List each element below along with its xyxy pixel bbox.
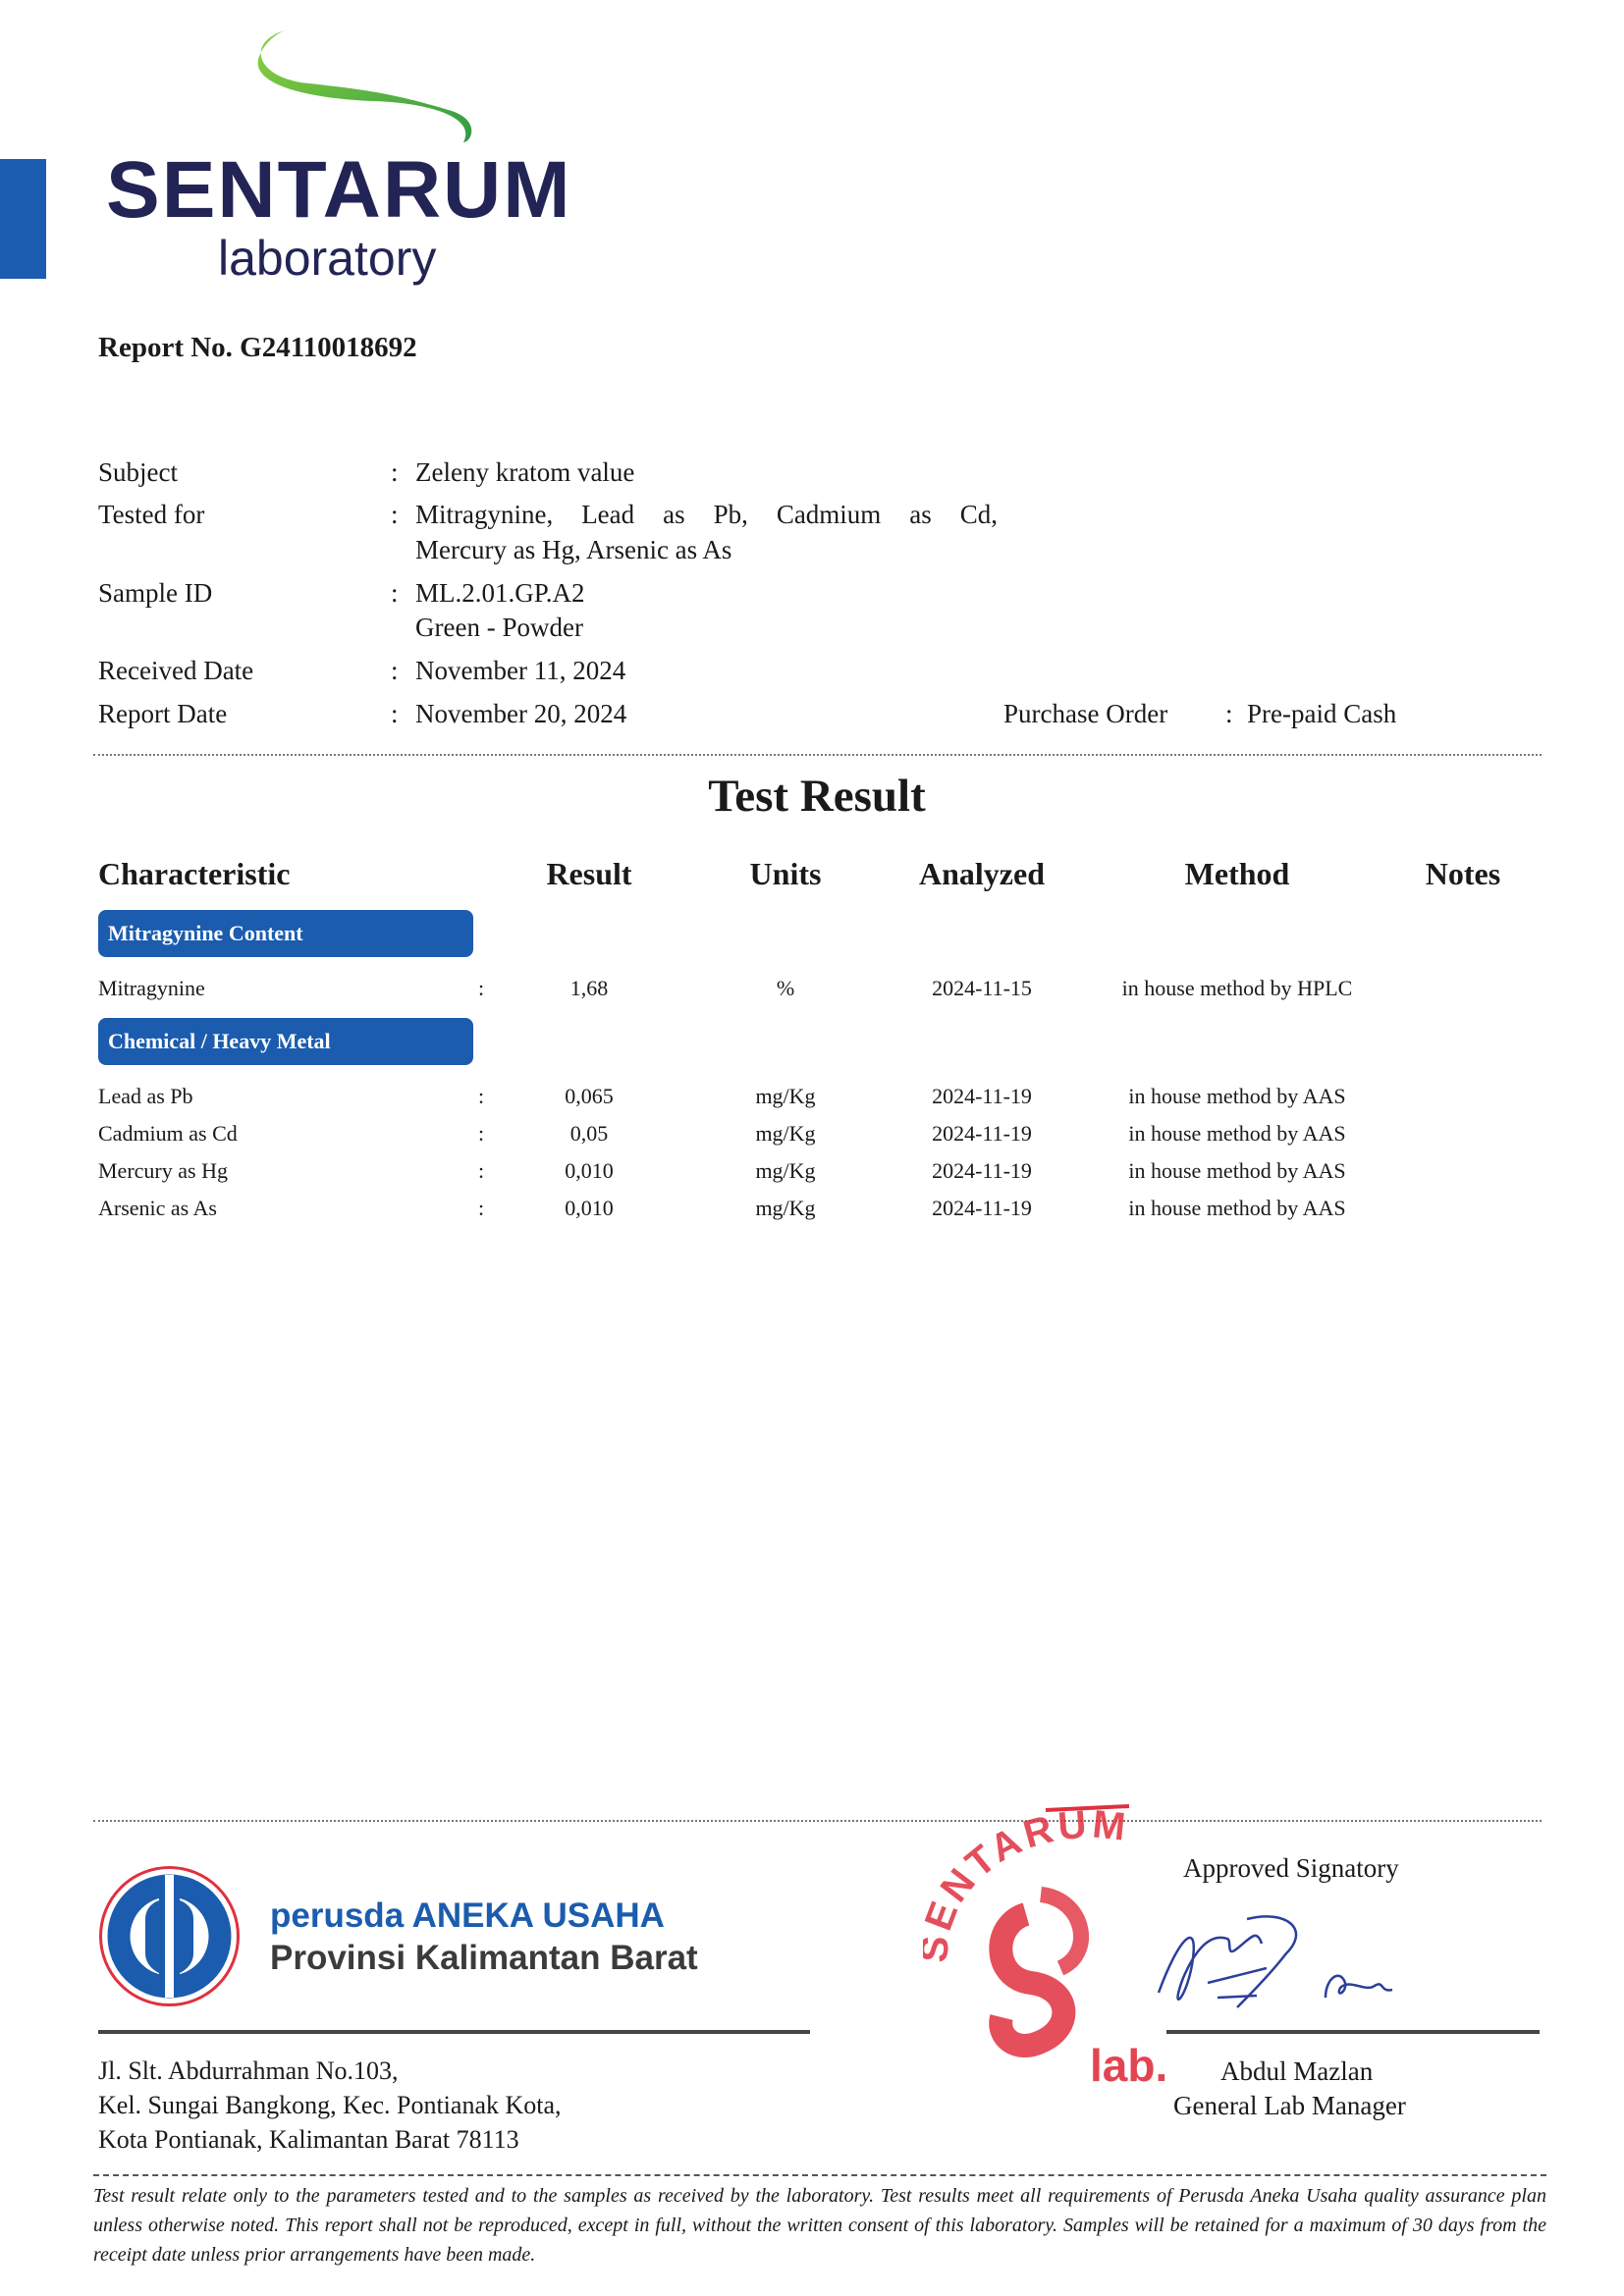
info-value: Mercury as Hg, Arsenic as As bbox=[415, 535, 732, 564]
svg-text:laboratory: laboratory bbox=[218, 231, 437, 286]
info-label: Sample ID bbox=[98, 578, 213, 608]
row-analyzed: 2024-11-15 bbox=[932, 976, 1032, 1000]
signatory-heading: Approved Signatory bbox=[1183, 1853, 1399, 1883]
row-colon: : bbox=[478, 1158, 485, 1183]
info-value: Zeleny kratom value bbox=[415, 457, 635, 487]
info-label: Tested for bbox=[98, 500, 205, 529]
header-method: Method bbox=[1184, 856, 1290, 891]
info-label: Subject bbox=[98, 457, 178, 487]
info-value: Green - Powder bbox=[415, 613, 583, 642]
row-characteristic: Lead as Pb bbox=[98, 1084, 193, 1108]
handwritten-signature bbox=[1139, 1899, 1434, 2027]
row-method: in house method by AAS bbox=[1128, 1121, 1346, 1146]
row-unit: mg/Kg bbox=[755, 1196, 816, 1220]
row-unit: mg/Kg bbox=[755, 1121, 816, 1146]
row-unit: % bbox=[776, 976, 795, 1000]
info-label: Report Date bbox=[98, 699, 228, 728]
row-result: 0,065 bbox=[565, 1084, 614, 1108]
row-characteristic: Mercury as Hg bbox=[98, 1158, 228, 1183]
row-analyzed: 2024-11-19 bbox=[932, 1158, 1032, 1183]
row-characteristic: Arsenic as As bbox=[98, 1196, 217, 1220]
row-method: in house method by AAS bbox=[1128, 1084, 1346, 1108]
row-unit: mg/Kg bbox=[755, 1158, 816, 1183]
purchase-order-value: Pre-paid Cash bbox=[1247, 699, 1397, 728]
info-colon: : bbox=[391, 578, 399, 608]
company-name: perusda ANEKA USAHA bbox=[270, 1896, 665, 1935]
row-colon: : bbox=[478, 1084, 485, 1108]
purchase-order-label: Purchase Order bbox=[1003, 699, 1168, 728]
row-result: 0,010 bbox=[565, 1158, 614, 1183]
report-info bbox=[0, 0, 1624, 746]
row-method: in house method by HPLC bbox=[1121, 976, 1353, 1000]
address-line: Kel. Sungai Bangkong, Kec. Pontianak Kota, bbox=[98, 2091, 562, 2119]
row-analyzed: 2024-11-19 bbox=[932, 1121, 1032, 1146]
info-colon: : bbox=[391, 656, 399, 685]
signatory-name: Abdul Mazlan bbox=[1220, 2056, 1374, 2086]
row-colon: : bbox=[478, 1196, 485, 1220]
divider-top bbox=[93, 754, 1542, 756]
address-line: Kota Pontianak, Kalimantan Barat 78113 bbox=[98, 2125, 519, 2154]
signature-rule bbox=[1166, 2030, 1540, 2034]
info-colon: : bbox=[391, 699, 399, 728]
info-value: November 11, 2024 bbox=[415, 656, 626, 685]
perusda-logo bbox=[98, 1865, 241, 2007]
row-analyzed: 2024-11-19 bbox=[932, 1196, 1032, 1220]
svg-text:lab.: lab. bbox=[1090, 2040, 1168, 2091]
row-colon: : bbox=[478, 976, 485, 1000]
header-notes: Notes bbox=[1425, 856, 1501, 891]
divider-disclaimer bbox=[93, 2174, 1546, 2176]
section-chemical-heavy-metal: Chemical / Heavy Metal bbox=[98, 1018, 473, 1065]
svg-text:SENTARUM: NTARUM bbox=[932, 1802, 1132, 1910]
row-method: in house method by AAS bbox=[1128, 1158, 1346, 1183]
disclaimer: Test result relate only to the parameters tested and to the samples as received by the laboratory. Test results meet all requirements of Perusda Aneka Usaha quality assurance plan unless otherwise noted. This report shall not be reproduced, except in full, without the written consent of this laboratory. Samples will be retained for a maximum of 30 days from the receipt date unless prior arrangements have been made. bbox=[93, 2185, 1546, 2266]
info-colon: : bbox=[391, 500, 399, 529]
info-colon: : bbox=[391, 457, 399, 487]
page-title: Test Result bbox=[708, 771, 926, 822]
info-value: ML.2.01.GP.A2 bbox=[415, 578, 585, 608]
company-region: Provinsi Kalimantan Barat bbox=[270, 1939, 698, 1977]
address-rule bbox=[98, 2030, 810, 2034]
row-characteristic: Cadmium as Cd bbox=[98, 1121, 238, 1146]
header-result: Result bbox=[546, 856, 632, 891]
row-analyzed: 2024-11-19 bbox=[932, 1084, 1032, 1108]
row-characteristic: Mitragynine bbox=[98, 976, 205, 1000]
row-colon: : bbox=[478, 1121, 485, 1146]
divider-footer bbox=[93, 1820, 1542, 1822]
section-mitragynine-content: Mitragynine Content bbox=[98, 910, 473, 957]
row-result: 1,68 bbox=[569, 976, 609, 1000]
header-units: Units bbox=[749, 856, 822, 891]
info-label: Received Date bbox=[98, 656, 254, 685]
row-result: 0,05 bbox=[569, 1121, 609, 1146]
purchase-order-colon: : bbox=[1225, 699, 1233, 728]
company-address bbox=[98, 2054, 562, 2157]
report-number-label: Report No. bbox=[98, 332, 233, 363]
row-result: 0,010 bbox=[565, 1196, 614, 1220]
signatory-title: General Lab Manager bbox=[1173, 2091, 1406, 2120]
header-analyzed: Analyzed bbox=[919, 856, 1045, 891]
address-line: Jl. Slt. Abdurrahman No.103, bbox=[98, 2056, 399, 2085]
header-characteristic: Characteristic bbox=[98, 856, 291, 891]
info-value: November 20, 2024 bbox=[415, 699, 627, 728]
row-unit: mg/Kg bbox=[755, 1084, 816, 1108]
report-number-value: G24110018692 bbox=[240, 332, 417, 363]
svg-text:SENTARUM: SENTARUM bbox=[106, 145, 572, 235]
row-method: in house method by AAS bbox=[1128, 1196, 1346, 1220]
info-value: Mitragynine, Lead as Pb, Cadmium as Cd, bbox=[415, 500, 998, 529]
